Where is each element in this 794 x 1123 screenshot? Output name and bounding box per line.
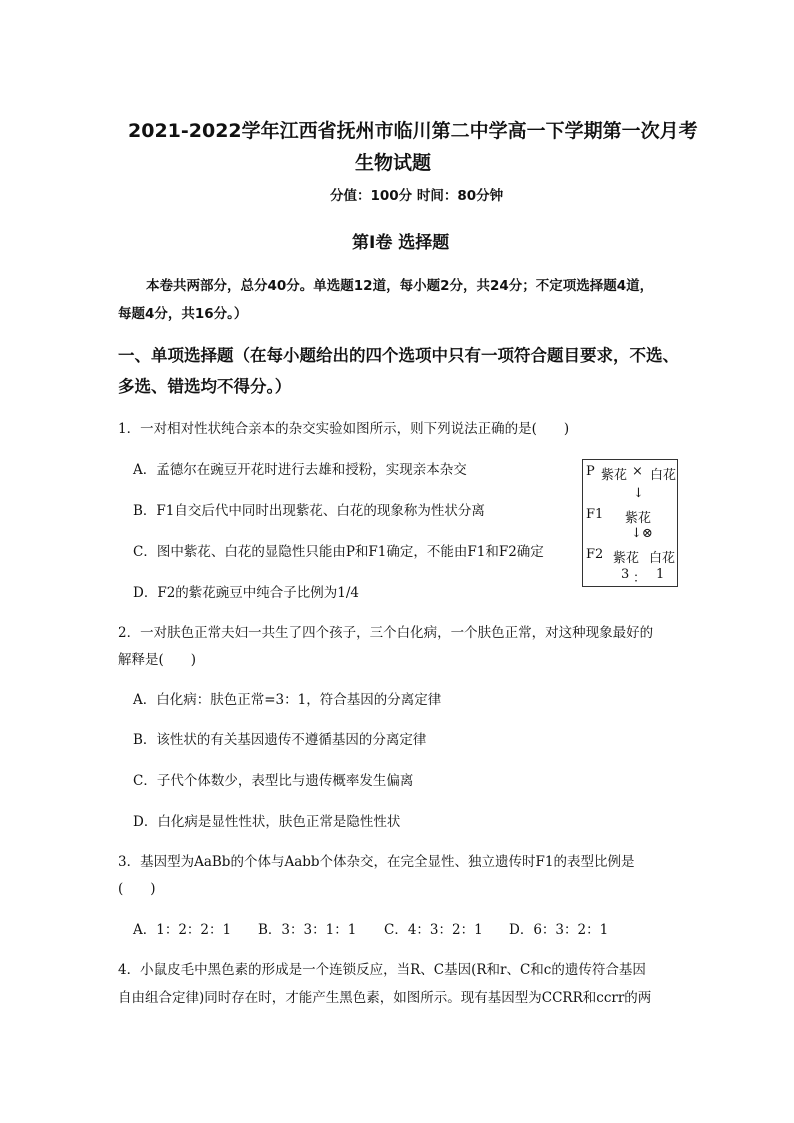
part-note-line1: 本卷共两部分，总分40分。单选题12道，每小题2分，共24分；不定项选择题4道， <box>146 278 654 294</box>
question-3-option-a: A．1：2：2：1 <box>133 922 232 938</box>
question-3-option-b: B．3：3：1：1 <box>258 922 357 938</box>
exam-meta: 分值：100分 时间：80分钟 <box>330 188 504 204</box>
question-2-option-b: B．该性状的有关基因遗传不遵循基因的分离定律 <box>133 732 427 748</box>
question-1-stem: 1．一对相对性状纯合亲本的杂交实验如图所示，则下列说法正确的是( ) <box>118 421 570 437</box>
diagram-f1-purple: 紫花 <box>625 511 652 526</box>
diagram-p-purple: 紫花 <box>601 468 628 483</box>
part-title: 第Ⅰ卷 选择题 <box>352 233 450 253</box>
question-1-option-d: D．F2的紫花豌豆中纯合子比例为1/4 <box>133 585 360 601</box>
section-heading-line2: 多选、错选均不得分。） <box>118 377 292 396</box>
question-3-option-c: C．4：3：2：1 <box>384 922 483 938</box>
question-1-option-b: B．F1自交后代中同时出现紫花、白花的现象称为性状分离 <box>133 503 485 519</box>
question-2-stem-line2: 解释是( ) <box>118 652 197 668</box>
part-note-line2: 每题4分，共16分。） <box>118 306 248 322</box>
diagram-cross-symbol: × <box>632 464 643 479</box>
question-2-option-a: A．白化病：肤色正常=3：1，符合基因的分离定律 <box>133 692 442 708</box>
question-3-stem-line1: 3．基因型为AaBb的个体与Aabb个体杂交，在完全显性、独立遗传时F1的表型比例是 <box>118 854 635 870</box>
exam-subject: 生物试题 <box>355 152 432 174</box>
section-heading-line1: 一、单项选择题（在每小题给出的四个选项中只有一项符合题目要求，不选、 <box>118 346 679 365</box>
diagram-ratio-right: 1 <box>656 567 665 582</box>
exam-title: 2021-2022学年江西省抚州市临川第二中学高一下学期第一次月考 <box>128 120 698 142</box>
diagram-f2-purple: 紫花 <box>613 551 640 566</box>
diagram-f2-white: 白花 <box>649 551 676 566</box>
question-4-stem-line1: 4．小鼠皮毛中黑色素的形成是一个连锁反应，当R、C基因(R和r、C和c的遗传符合基因 <box>118 962 646 978</box>
question-3-stem-line2: ( ) <box>118 881 156 897</box>
diagram-selfing-arrow: ↓⊗ <box>631 526 653 541</box>
diagram-p-label: P <box>586 464 595 479</box>
diagram-f1-label: F1 <box>586 507 604 522</box>
diagram-p-white: 白花 <box>650 468 677 483</box>
question-2-option-c: C．子代个体数少，表型比与遗传概率发生偏离 <box>133 773 414 789</box>
question-1-option-c: C．图中紫花、白花的显隐性只能由P和F1确定，不能由F1和F2确定 <box>133 544 544 560</box>
question-2-option-d: D．白化病是显性性状，肤色正常是隐性性状 <box>133 814 401 830</box>
question-2-stem-line1: 2．一对肤色正常夫妇一共生了四个孩子，三个白化病，一个肤色正常，对这种现象最好的 <box>118 625 654 641</box>
cross-diagram <box>582 459 678 587</box>
question-3-option-d: D．6：3：2：1 <box>509 922 609 938</box>
diagram-ratio-colon: ： <box>633 571 647 586</box>
diagram-f2-label: F2 <box>586 547 604 562</box>
diagram-arrow-down-1: ↓ <box>633 486 644 501</box>
question-4-stem-line2: 自由组合定律)同时存在时，才能产生黑色素，如图所示。现有基因型为CCRR和ccrr的两 <box>118 990 652 1006</box>
diagram-ratio-left: 3 <box>621 567 630 582</box>
question-1-option-a: A．孟德尔在豌豆开花时进行去雄和授粉，实现亲本杂交 <box>133 462 467 478</box>
